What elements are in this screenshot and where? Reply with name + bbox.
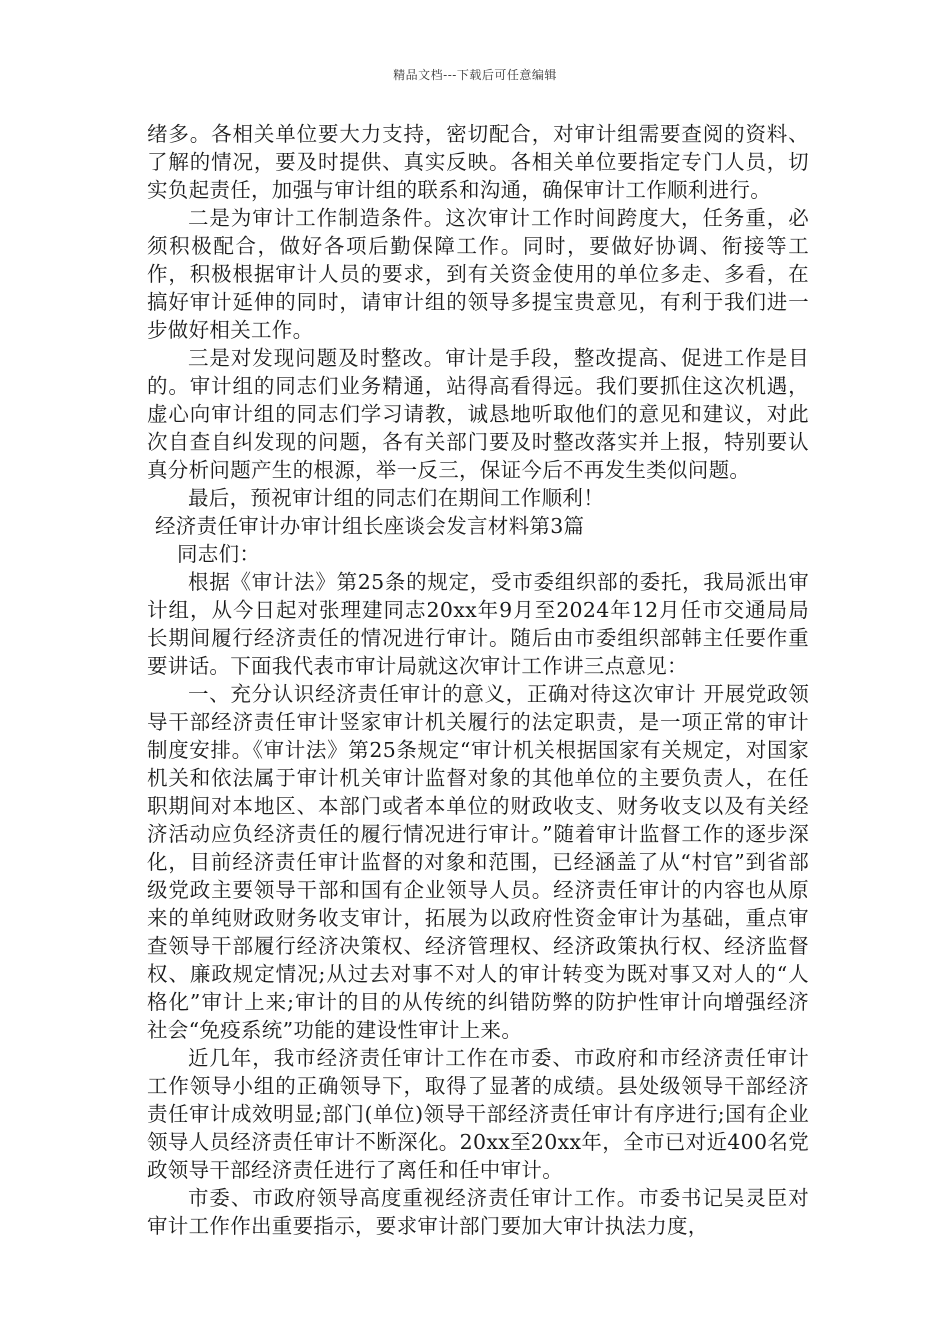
paragraph-achievements: 近几年，我市经济责任审计工作在市委、市政府和市经济责任审计工作领导小组的正确领导下，取得了显著的成绩。县处级领导干部经济责任审计成效明显;部门(单位)领导干部经济责任审计有序进行;国有企业领导人员经济责任审计不断深化。20xx至20xx年，全市已对近400名党政领导干部经济责任进行了离任和任中审计。 — [147, 1046, 809, 1182]
paragraph-continuation: 绪多。各相关单位要大力支持，密切配合，对审计组需要查阅的资料、了解的情况，要及时提供、真实反映。各相关单位要指定专门人员，切实负起责任，加强与审计组的联系和沟通，确保审计工作顺利进行。 — [147, 122, 809, 202]
salutation: 同志们： — [177, 542, 261, 566]
page-header: 精品文档---下载后可任意编辑 — [393, 68, 557, 82]
section-heading: 经济责任审计办审计组长座谈会发言材料第3篇 — [155, 514, 585, 538]
paragraph-point-three: 三是对发现问题及时整改。审计是手段，整改提高、促进工作是目的。审计组的同志们业务精通，站得高看得远。我们要抓住这次机遇，虚心向审计组的同志们学习请教，诚恳地听取他们的意见和建议，对此次自查自纠发现的问题，各有关部门要及时整改落实并上报，特别要认真分析问题产生的根源，举一反三，保证今后不再发生类似问题。 — [147, 346, 809, 482]
document-body — [147, 120, 809, 1240]
paragraph-section-one: 一、充分认识经济责任审计的意义，正确对待这次审计 开展党政领导干部经济责任审计竖家审计机关履行的法定职责，是一项正常的审计制度安排。《审计法》第25条规定“审计机关根据国家有关规定，对国家机关和依法属于审计机关审计监督对象的其他单位的主要负责人，在任职期间对本地区、本部门或者本单位的财政收支、财务收支以及有关经济活动应负经济责任的履行情况进行审计。”随着审计监督工作的逐步深化，目前经济责任审计监督的对象和范围，已经涵盖了从“村官”到省部级党政主要领导干部和国有企业领导人员。经济责任审计的内容也从原来的单纯财政财务收支审计，拓展为以政府性资金审计为基础，重点审查领导干部履行经济决策权、经济管理权、经济政策执行权、经济监督权、廉政规定情况;从过去对事不对人的审计转变为既对事又对人的“人 格化”审计上来;审计的目的从传统的纠错防弊的防护性审计向增强经济社会“免疫系统”功能的建设性审计上来。 — [147, 682, 809, 1042]
paragraph-closing: 最后，预祝审计组的同志们在期间工作顺利！ — [188, 486, 604, 510]
paragraph-leadership: 市委、市政府领导高度重视经济责任审计工作。市委书记吴灵臣对审计工作作出重要指示，要求审计部门要加大审计执法力度， — [147, 1186, 809, 1238]
paragraph-point-two: 二是为审计工作制造条件。这次审计工作时间跨度大，任务重，必须积极配合，做好各项后勤保障工作。同时，要做好协调、衔接等工作，积极根据审计人员的要求，到有关资金使用的单位多走、多看，在搞好审计延伸的同时，请审计组的领导多提宝贵意见，有利于我们进一步做好相关工作。 — [147, 206, 809, 342]
paragraph-intro: 根据《审计法》第25条的规定，受市委组织部的委托，我局派出审计组，从今日起对张理建同志20xx年9月至2024年12月任市交通局局长期间履行经济责任的情况进行审计。随后由市委组织部韩主任要作重要讲话。下面我代表市审计局就这次审计工作讲三点意见： — [147, 570, 809, 678]
